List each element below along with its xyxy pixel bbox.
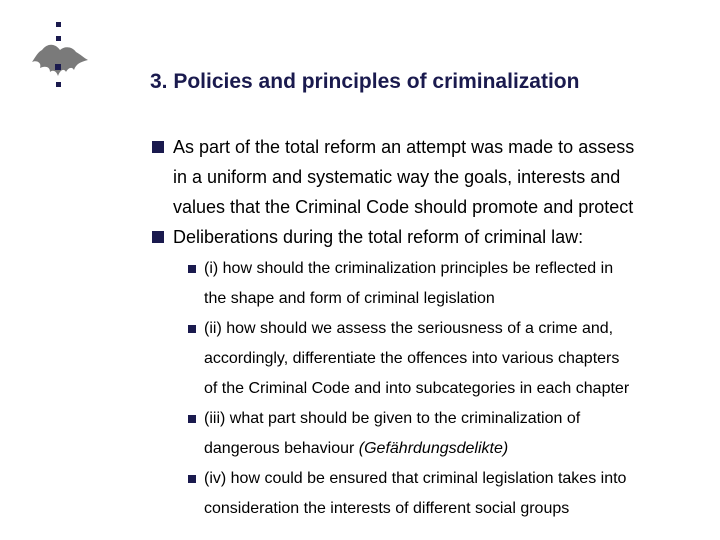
sub-ii-line-3: of the Criminal Code and into subcategories in each chapter xyxy=(204,380,630,397)
sub-i-line-2: the shape and form of criminal legislation xyxy=(204,290,495,307)
university-flame-logo xyxy=(22,20,90,98)
sub-ii-line-2: accordingly, differentiate the offences into various chapters xyxy=(204,350,620,367)
bullet-1-line-2: in a uniform and systematic way the goals, interests and xyxy=(173,167,621,187)
bullet-2-line-1: Deliberations during the total reform of criminal law: xyxy=(173,227,584,247)
sub-ii-line-1: (ii) how should we assess the seriousness of a crime and, xyxy=(204,320,614,337)
bullet-square-icon xyxy=(152,141,164,153)
sub-iv-line-1: (iv) how could be ensured that criminal legislation takes into xyxy=(204,470,627,487)
sub-bullet-square-icon xyxy=(188,415,196,423)
bullet-1-line-1: As part of the total reform an attempt was made to assess xyxy=(173,137,635,157)
sub-iv-line-2: consideration the interests of different social groups xyxy=(204,500,570,517)
bullet-square-icon xyxy=(152,231,164,243)
sub-iii-line-1: (iii) what part should be given to the criminalization of xyxy=(204,410,581,427)
sub-bullet-square-icon xyxy=(188,265,196,273)
slide-title: 3. Policies and principles of criminalization xyxy=(150,70,580,93)
sub-iii-line-2 xyxy=(204,434,580,464)
german-term: (Gefährdungsdelikte) xyxy=(358,440,509,457)
sub-i-line-1: (i) how should the criminalization principles be reflected in xyxy=(204,260,614,277)
sub-bullet-square-icon xyxy=(188,475,196,483)
bullet-1-line-3: values that the Criminal Code should promote and protect xyxy=(173,197,634,217)
sub-bullet-square-icon xyxy=(188,325,196,333)
sub-iii-line-2-text: dangerous behaviour xyxy=(204,440,359,457)
